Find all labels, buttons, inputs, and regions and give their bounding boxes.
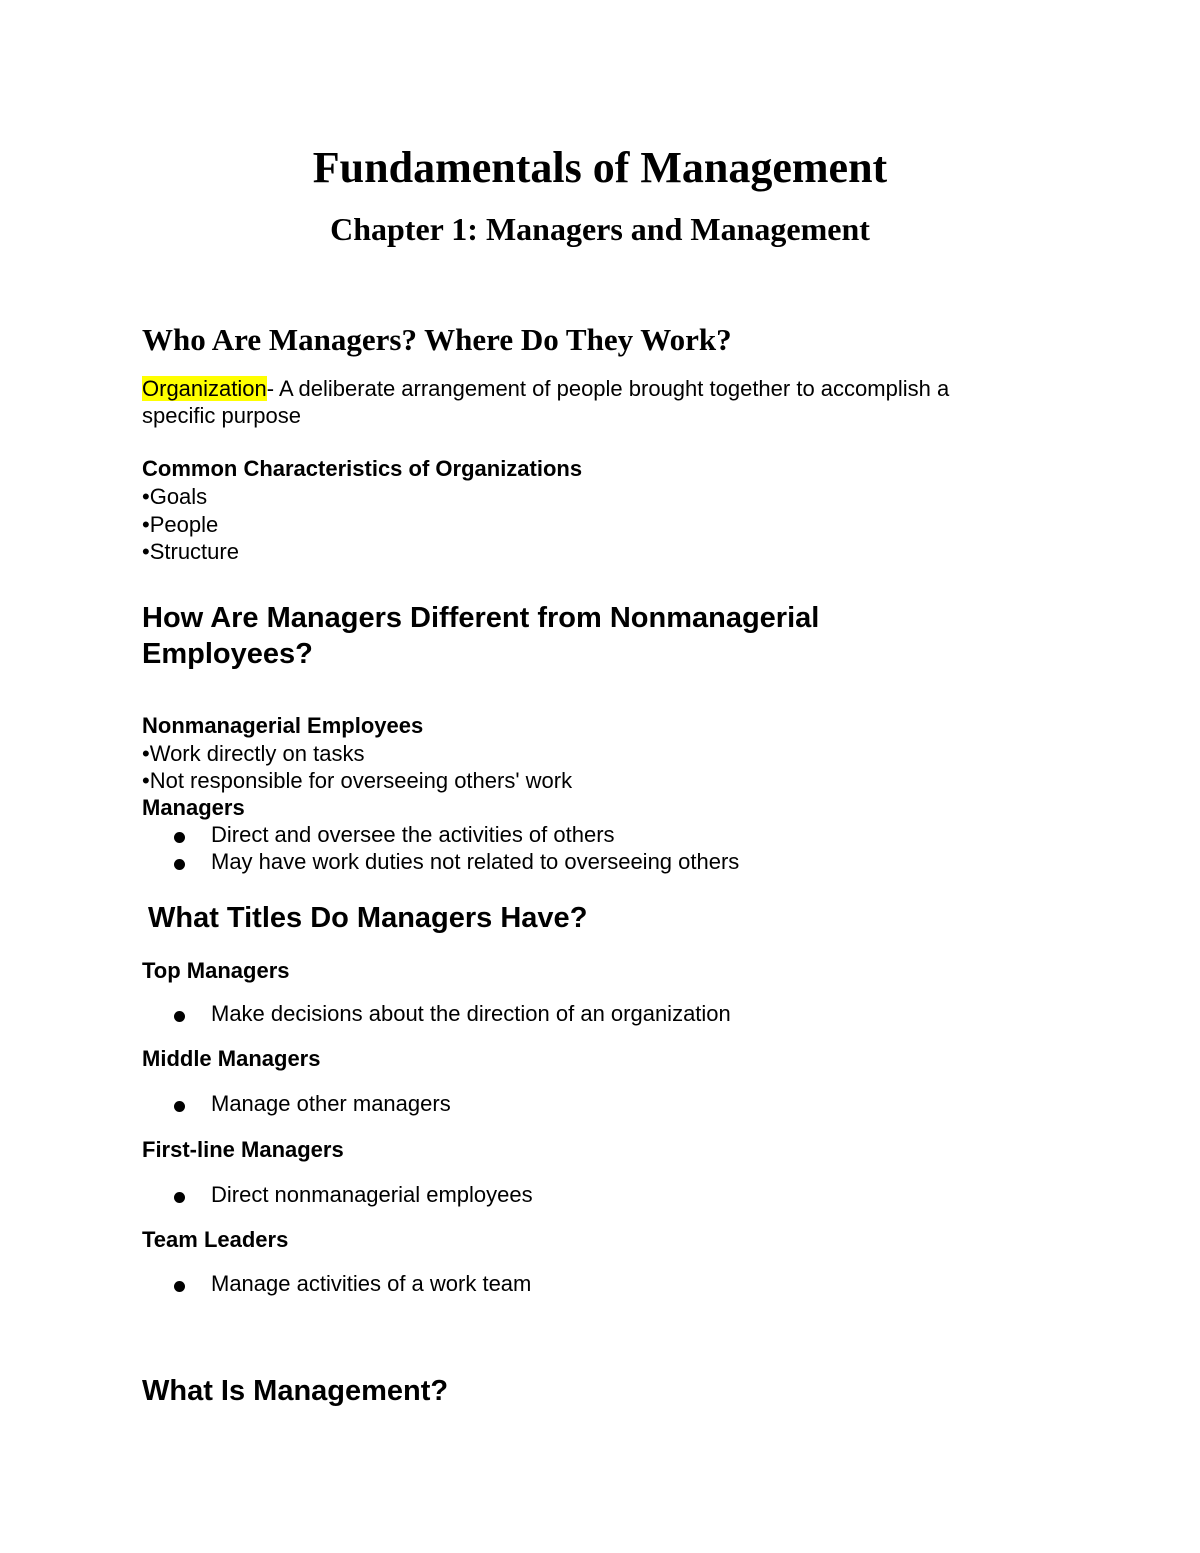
characteristic-item: •Structure (142, 539, 239, 564)
organization-definition (142, 375, 949, 402)
group-label-top-managers: Top Managers (142, 958, 290, 983)
list-item (0, 1182, 1200, 1209)
bullet-icon (174, 832, 185, 843)
list-item (0, 1091, 1200, 1118)
characteristics-label: Common Characteristics of Organizations (142, 456, 583, 481)
group-label-team-leaders: Team Leaders (142, 1227, 289, 1252)
section-heading-what-is-management: What Is Management? (142, 1375, 449, 1407)
group-label-middle-managers: Middle Managers (142, 1046, 321, 1071)
list-item-text: Direct nonmanagerial employees (211, 1182, 533, 1207)
list-item-text: Make decisions about the direction of an organization (211, 1001, 731, 1026)
characteristic-item: •Goals (142, 484, 208, 509)
bullet-icon (174, 1101, 185, 1112)
chapter-subtitle: Chapter 1: Managers and Management (330, 211, 870, 247)
group-label-first-line-managers: First-line Managers (142, 1137, 344, 1162)
bullet-icon (174, 1011, 185, 1022)
list-item (0, 1001, 1200, 1028)
definition-continuation: specific purpose (142, 403, 301, 428)
section-heading-managers-different: How Are Managers Different from Nonmanagerial (142, 602, 820, 634)
bullet-icon (174, 1192, 185, 1203)
list-item (0, 849, 1200, 876)
bullet-icon (174, 859, 185, 870)
list-item (0, 1271, 1200, 1298)
highlighted-term-organization: Organization (142, 376, 267, 401)
list-item-text: Manage other managers (211, 1091, 451, 1116)
nonmanagerial-label: Nonmanagerial Employees (142, 713, 424, 738)
section-heading-managers-different-cont: Employees? (142, 638, 313, 670)
nonmanagerial-item: •Work directly on tasks (142, 741, 365, 766)
section-heading-who-are-managers: Who Are Managers? Where Do They Work? (142, 322, 732, 357)
bullet-icon (174, 1281, 185, 1292)
definition-text: - A deliberate arrangement of people brought together to accomplish a (266, 376, 950, 401)
characteristic-item: •People (142, 512, 219, 537)
list-item-text: Direct and oversee the activities of others (211, 822, 615, 847)
nonmanagerial-item: •Not responsible for overseeing others' work (142, 768, 573, 793)
section-heading-titles: What Titles Do Managers Have? (148, 902, 588, 934)
list-item (0, 822, 1200, 849)
managers-label: Managers (142, 795, 245, 820)
list-item-text: May have work duties not related to overseeing others (211, 849, 740, 874)
document-title: Fundamentals of Management (312, 143, 888, 192)
list-item-text: Manage activities of a work team (211, 1271, 532, 1296)
